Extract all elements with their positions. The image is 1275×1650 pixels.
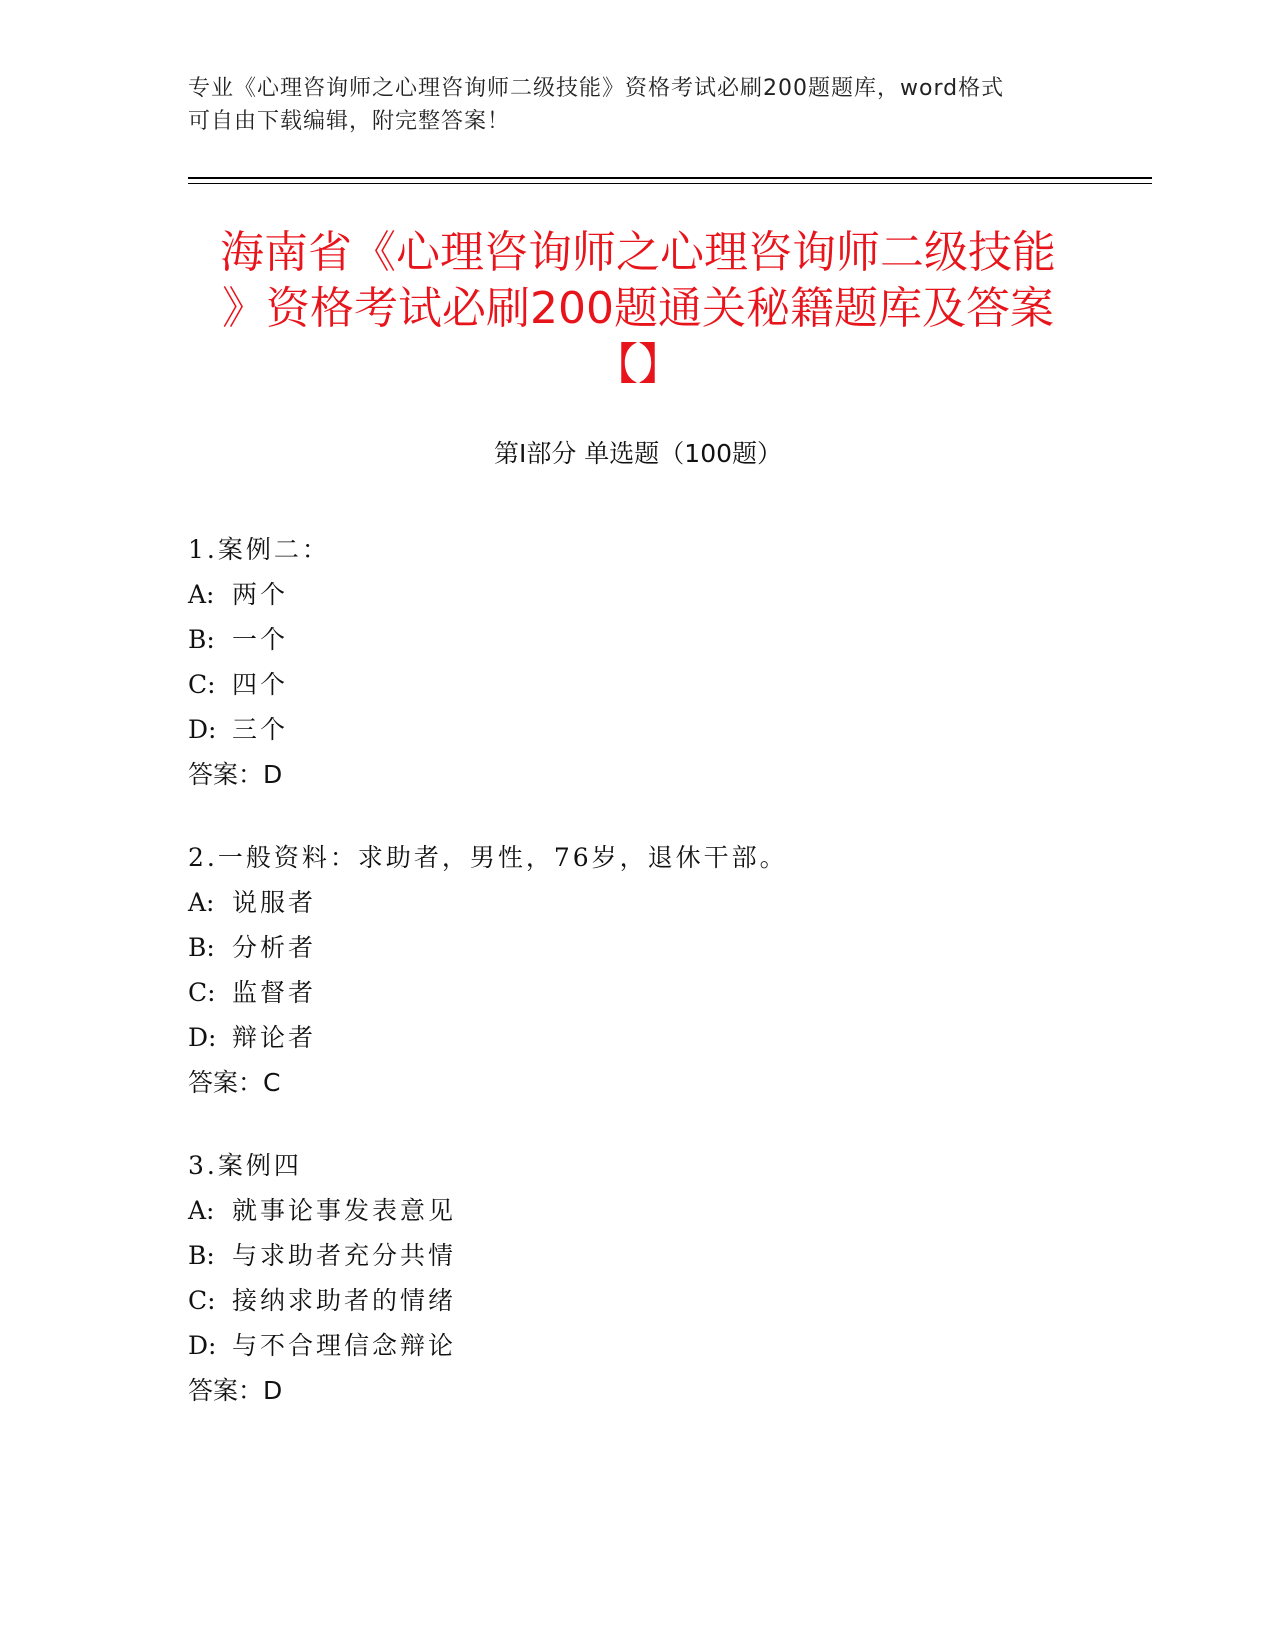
option-text: 四个 <box>232 670 289 699</box>
question-stem: 1.案例二： <box>188 535 330 564</box>
option-text: 与求助者充分共情 <box>232 1241 457 1270</box>
option-key: B: <box>188 625 215 654</box>
option-text: 监督者 <box>232 978 317 1007</box>
question-list <box>188 527 1148 1451</box>
option-key: B: <box>188 1241 215 1270</box>
option-d <box>188 1323 1148 1368</box>
option-key: D: <box>188 715 217 744</box>
header-divider-thin <box>188 183 1152 184</box>
option-key: C: <box>188 978 216 1007</box>
document-title <box>188 225 1088 393</box>
option-c <box>188 1278 1148 1323</box>
option-key: D: <box>188 1331 217 1360</box>
answer-line: 答案：C <box>188 1068 281 1097</box>
question-stem: 2.一般资料：求助者，男性，76岁，退休干部。 <box>188 843 788 872</box>
option-text: 就事论事发表意见 <box>232 1196 457 1225</box>
option-b <box>188 925 1148 970</box>
option-c <box>188 662 1148 707</box>
header-note <box>188 72 1088 138</box>
option-d <box>188 1015 1148 1060</box>
section-heading: 第I部分 单选题（100题） <box>493 439 783 468</box>
option-key: B: <box>188 933 215 962</box>
option-text: 接纳求助者的情绪 <box>232 1286 457 1315</box>
option-text: 与不合理信念辩论 <box>232 1331 457 1360</box>
option-key: A: <box>188 888 215 917</box>
option-key: A: <box>188 1196 215 1225</box>
option-text: 说服者 <box>232 888 317 917</box>
header-note-line-2: 可自由下载编辑，附完整答案！ <box>188 109 511 134</box>
option-key: C: <box>188 1286 216 1315</box>
option-key: D: <box>188 1023 217 1052</box>
question-3 <box>188 1143 1148 1413</box>
question-2 <box>188 835 1148 1105</box>
question-1 <box>188 527 1148 797</box>
option-text: 分析者 <box>232 933 317 962</box>
option-a <box>188 880 1148 925</box>
option-b <box>188 1233 1148 1278</box>
option-text: 辩论者 <box>232 1023 317 1052</box>
option-text: 两个 <box>232 580 289 609</box>
option-key: C: <box>188 670 216 699</box>
option-c <box>188 970 1148 1015</box>
header-note-line-1: 专业《心理咨询师之心理咨询师二级技能》资格考试必刷200题题库，word格式 <box>188 76 1005 101</box>
option-key: A: <box>188 580 215 609</box>
answer-line: 答案：D <box>188 1376 283 1405</box>
header-divider-thick <box>188 177 1152 179</box>
option-text: 一个 <box>232 625 289 654</box>
document-title-line-2: 》资格考试必刷200题通关秘籍题库及答案 <box>222 283 1054 334</box>
document-title-line-3: 【】 <box>594 339 682 390</box>
option-a <box>188 572 1148 617</box>
document-title-line-1: 海南省《心理咨询师之心理咨询师二级技能 <box>220 227 1056 278</box>
question-stem: 3.案例四 <box>188 1151 302 1180</box>
option-a <box>188 1188 1148 1233</box>
answer-line: 答案：D <box>188 760 283 789</box>
option-d <box>188 707 1148 752</box>
option-b <box>188 617 1148 662</box>
option-text: 三个 <box>232 715 289 744</box>
